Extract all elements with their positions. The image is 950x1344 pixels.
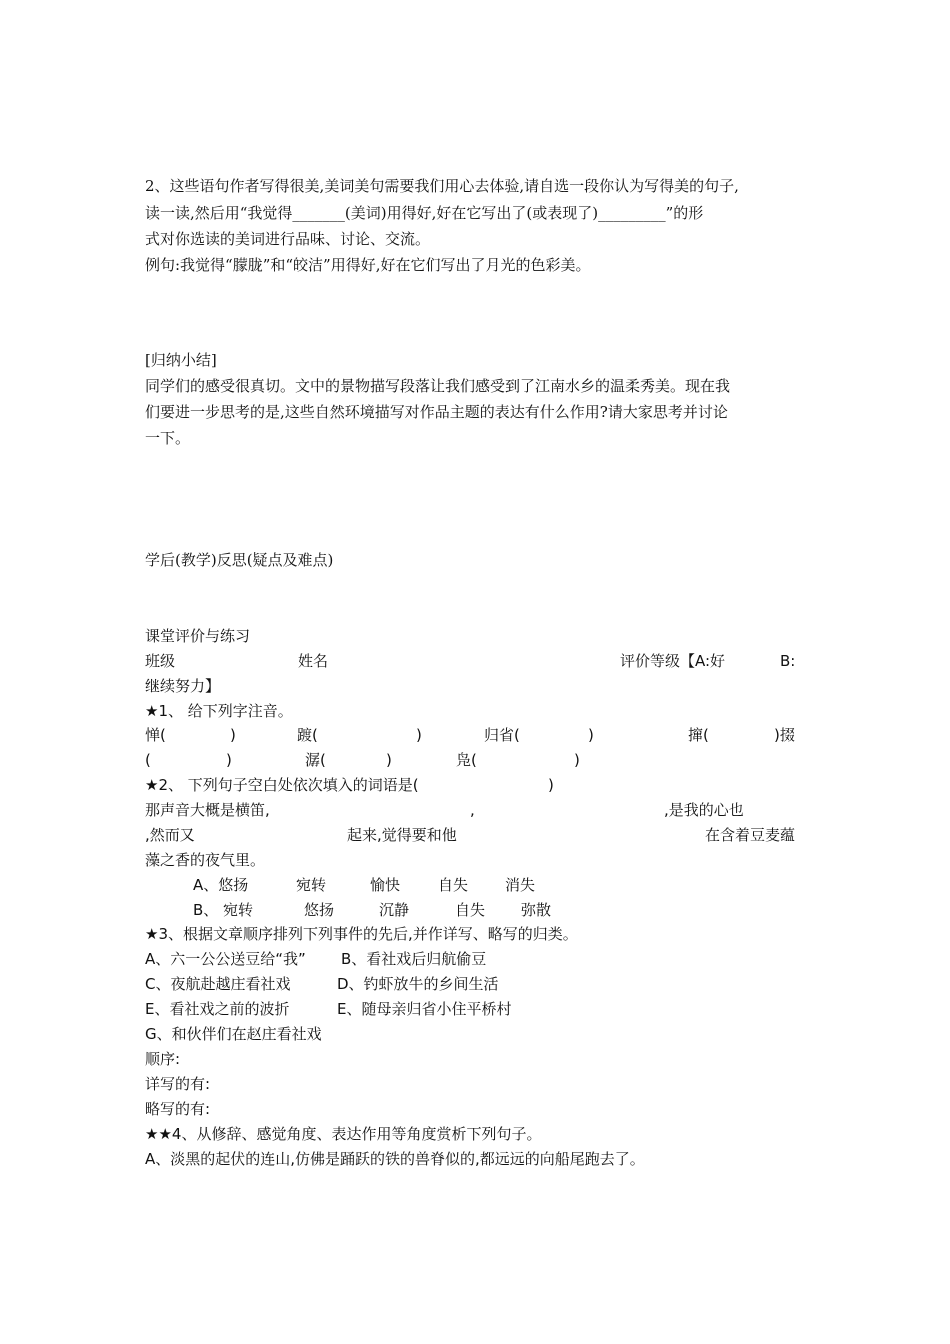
q2-option: 沉静 xyxy=(379,901,410,919)
q2-sentence: , xyxy=(470,801,475,819)
q1-item: ) xyxy=(588,726,594,744)
q3-title: ★3、根据文章顺序排列下列事件的先后,并作详写、略写的归类。 xyxy=(145,925,578,943)
q2-option: 愉快 xyxy=(370,876,401,894)
q1-item: 潺( xyxy=(305,751,326,769)
q2-sentence: ,然而又 xyxy=(145,826,195,844)
q2-sentence: ,是我的心也 xyxy=(664,801,744,819)
name-label: 姓名 xyxy=(298,652,329,670)
q1-title: ★1、 给下列字注音。 xyxy=(145,702,293,720)
q1-item: 归省( xyxy=(484,726,520,744)
q3-event: B、看社戏后归航偷豆 xyxy=(341,950,487,968)
q2-option: B、 宛转 xyxy=(193,901,254,919)
q2-sentence: 起来,觉得要和他 xyxy=(347,826,457,844)
q2-option: 消失 xyxy=(505,876,536,894)
q2-sentence: 在含着豆麦蕴 xyxy=(705,826,796,844)
q3-brief-label: 略写的有: xyxy=(145,1100,211,1118)
reflection-title: 学后(教学)反思(疑点及难点) xyxy=(145,551,334,569)
section2-line2: 读一读,然后用“我觉得_______(美词)用得好,好在它写出了(或表现了)_________”的形 xyxy=(145,204,704,222)
q3-event: D、钓虾放牛的乡间生活 xyxy=(337,975,499,993)
q1-item: ) xyxy=(416,726,422,744)
q1-item: 撺( xyxy=(688,726,709,744)
q3-detailed-label: 详写的有: xyxy=(145,1075,211,1093)
q1-item: 凫( xyxy=(456,751,477,769)
q4-title: ★★4、从修辞、感觉角度、表达作用等角度赏析下列句子。 xyxy=(145,1125,542,1143)
q1-item: ( xyxy=(145,751,151,769)
q2-sentence: 那声音大概是横笛, xyxy=(145,801,270,819)
q1-item: 惮( xyxy=(145,726,166,744)
practice-title: 课堂评价与练习 xyxy=(145,627,251,645)
class-label: 班级 xyxy=(145,652,176,670)
summary-heading: [归纳小结] xyxy=(145,351,217,369)
summary-line3: 一下。 xyxy=(145,429,191,447)
q1-item: 踱( xyxy=(297,726,318,744)
q1-item: ) xyxy=(226,751,232,769)
q2-title-close: ) xyxy=(548,776,554,794)
q3-event: C、夜航赴越庄看社戏 xyxy=(145,975,291,993)
q2-title: ★2、 下列句子空白处依次填入的词语是( xyxy=(145,776,419,794)
grade-continue: 继续努力】 xyxy=(145,677,221,695)
summary-line2: 们要进一步思考的是,这些自然环境描写对作品主题的表达有什么作用?请大家思考并讨论 xyxy=(145,403,728,421)
q2-option: 自失 xyxy=(438,876,469,894)
q2-option: 宛转 xyxy=(296,876,327,894)
q3-event: A、六一公公送豆给“我” xyxy=(145,950,306,968)
q1-item: ) xyxy=(574,751,580,769)
q3-event: E、看社戏之前的波折 xyxy=(145,1000,290,1018)
section2-line3: 式对你选读的美词进行品味、讨论、交流。 xyxy=(145,230,431,248)
grade-b-label: B: xyxy=(780,652,796,670)
section2-line1: 2、这些语句作者写得很美,美词美句需要我们用心去体验,请自选一段你认为写得美的句子, xyxy=(145,177,739,195)
q2-option: 自失 xyxy=(455,901,486,919)
q3-event: E、随母亲归省小住平桥村 xyxy=(337,1000,512,1018)
example-sentence: 例句:我觉得“朦胧”和“皎洁”用得好,好在它们写出了月光的色彩美。 xyxy=(145,256,591,274)
q1-item: )掇 xyxy=(774,726,795,744)
q2-sentence: 藻之香的夜气里。 xyxy=(145,851,266,869)
q1-item: ) xyxy=(230,726,236,744)
summary-line1: 同学们的感受很真切。文中的景物描写段落让我们感受到了江南水乡的温柔秀美。现在我 xyxy=(145,377,731,395)
q4-sentence-a: A、淡黑的起伏的连山,仿佛是踊跃的铁的兽脊似的,都远远的向船尾跑去了。 xyxy=(145,1150,645,1168)
q2-option: 悠扬 xyxy=(304,901,335,919)
q1-item: ) xyxy=(386,751,392,769)
q3-event: G、和伙伴们在赵庄看社戏 xyxy=(145,1025,322,1043)
q2-option: 弥散 xyxy=(521,901,552,919)
q3-order-label: 顺序: xyxy=(145,1050,181,1068)
grade-label: 评价等级【A:好 xyxy=(620,652,726,670)
q2-option: A、悠扬 xyxy=(193,876,249,894)
